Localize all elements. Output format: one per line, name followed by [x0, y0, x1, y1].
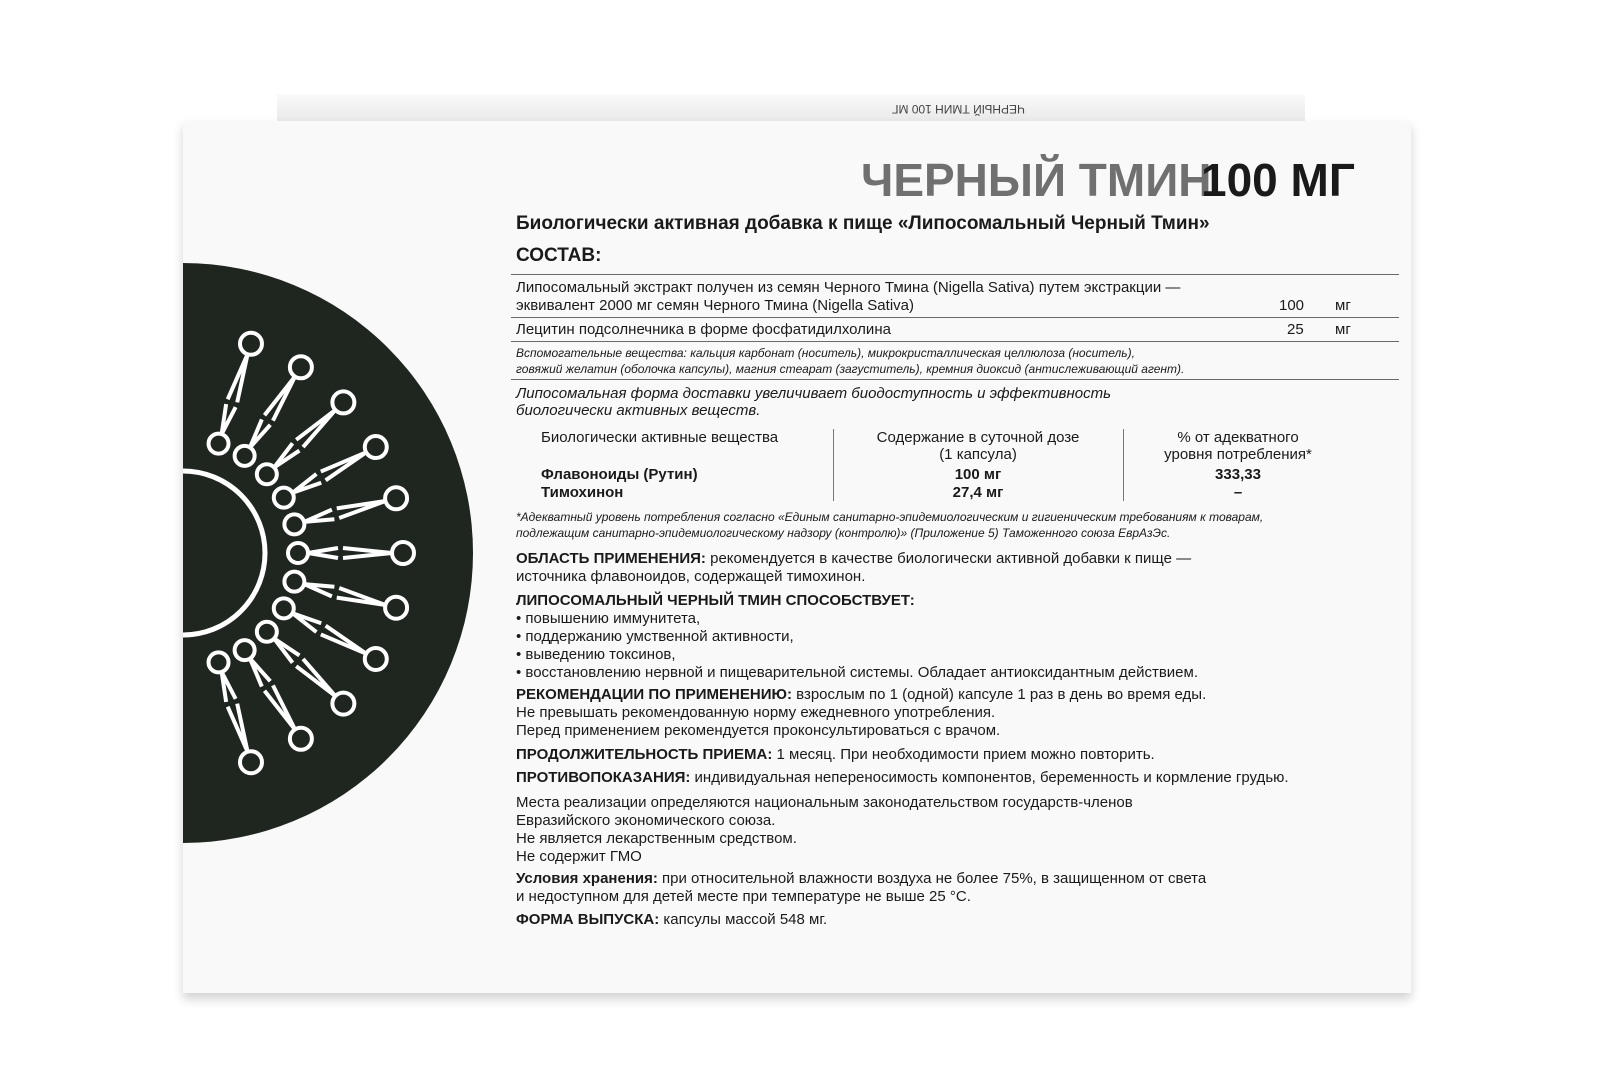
composition-row2-unit: мг: [1335, 321, 1351, 338]
storage-text-l1: при относительной влажности воздуха не более 75%, в защищенном от света: [657, 870, 1207, 887]
table-header-dose-l1: Содержание в суточной дозе: [876, 429, 1080, 446]
benefit-item: • поддержанию умственной активности,: [516, 628, 794, 645]
contraindications-label: ПРОТИВОПОКАЗАНИЯ:: [516, 769, 691, 786]
recommendations-label: РЕКОМЕНДАЦИИ ПО ПРИМЕНЕНИЮ:: [516, 686, 792, 703]
release-form-label: ФОРМА ВЫПУСКА:: [516, 911, 660, 928]
contraindications-section: [516, 769, 1289, 787]
composition-row1-unit: мг: [1335, 297, 1351, 314]
liposomal-note-line1: Липосомальная форма доставки увеличивает биодоступность и эффективность: [516, 385, 1111, 402]
composition-row1-line2: эквивалент 2000 мг семян Черного Тмина (Nigella Sativa): [516, 297, 914, 314]
table-row-dose: 100 мг: [954, 466, 1002, 483]
release-form-text: капсулы массой 548 мг.: [659, 911, 828, 928]
recommendations-text-l1: взрослым по 1 (одной) капсуле 1 раз в день во время еды.: [791, 686, 1207, 703]
benefits-heading: ЛИПОСОМАЛЬНЫЙ ЧЕРНЫЙ ТМИН СПОСОБСТВУЕТ:: [516, 592, 915, 609]
application-label: ОБЛАСТЬ ПРИМЕНЕНИЯ:: [516, 550, 706, 567]
contraindications-text: индивидуальная непереносимость компонентов, беременность и кормление грудью.: [690, 769, 1289, 786]
table-divider: [1123, 429, 1124, 501]
composition-row2: Лецитин подсолнечника в форме фосфатидилхолина: [516, 321, 891, 338]
table-footnote-line2: подлежащим санитарно-эпидемиологическому надзору (контролю)» (Приложение 5) Таможенного союза ЕврАзЭс.: [516, 526, 1171, 540]
recommendations-text-l2: Не превышать рекомендованную норму ежедневного употребления.: [516, 704, 996, 721]
notes-line1: Места реализации определяются национальным законодательством государств-членов: [516, 794, 1133, 811]
duration-label: ПРОДОЛЖИТЕЛЬНОСТЬ ПРИЕМА:: [516, 746, 773, 763]
benefit-item: • восстановлению нервной и пищеварительной системы. Обладает антиоксидантным действием.: [516, 664, 1198, 681]
table-row-name: Тимохинон: [541, 484, 624, 501]
box-top-mirrored-text: ЧЕРНЫЙ ТМИН 100 МГ: [891, 102, 1025, 116]
auxiliary-substances-line2: говяжий желатин (оболочка капсулы), магния стеарат (загуститель), кремния диоксид (антислеживающий агент).: [516, 362, 1185, 376]
table-divider: [833, 429, 834, 501]
composition-row1-line1: Липосомальный экстракт получен из семян Черного Тмина (Nigella Sativa) путем экстракции —: [516, 279, 1181, 296]
benefit-item: • повышению иммунитета,: [516, 610, 701, 627]
table-header-dose-l2: (1 капсула): [939, 446, 1017, 463]
divider: [511, 379, 1399, 380]
table-row-dose: 27,4 мг: [952, 484, 1004, 501]
application-section: [516, 550, 1191, 568]
recommendations-text-l3: Перед применением рекомендуется проконсультироваться с врачом.: [516, 722, 1001, 739]
table-row-percent: 333,33: [1215, 466, 1261, 483]
table-row-name: Флавоноиды (Рутин): [541, 466, 698, 483]
product-title-dose: 100 МГ: [1201, 154, 1355, 206]
table-header-percent-l2: уровня потребления*: [1164, 446, 1312, 463]
duration-section: [516, 746, 1155, 764]
table-header-percent-l1: % от адекватного: [1177, 429, 1299, 446]
liposomal-note-line2: биологически активных веществ.: [516, 402, 761, 419]
product-title-name: ЧЕРНЫЙ ТМИН: [861, 154, 1212, 206]
composition-row1-amount: 100: [1279, 297, 1305, 314]
storage-text-l2: и недоступном для детей месте при температуре не выше 25 °С.: [516, 888, 971, 905]
auxiliary-substances-line1: Вспомогательные вещества: кальция карбонат (носитель), микрокристаллическая целлюлоза (носитель),: [516, 346, 1135, 360]
recommendations-section: [516, 686, 1206, 704]
duration-text: 1 месяц. При необходимости прием можно повторить.: [772, 746, 1155, 763]
application-text-l2: источника флавоноидов, содержащей тимохинон.: [516, 568, 866, 585]
divider: [511, 317, 1399, 318]
liposome-illustration: [183, 263, 473, 843]
table-row-percent: –: [1233, 484, 1243, 501]
divider: [511, 341, 1399, 342]
composition-row2-amount: 25: [1287, 321, 1304, 338]
storage-label: Условия хранения:: [516, 870, 658, 887]
notes-line4: Не содержит ГМО: [516, 848, 642, 865]
release-form-section: [516, 911, 827, 929]
application-text-l1: рекомендуется в качестве биологически активной добавки к пище —: [705, 550, 1192, 567]
notes-line3: Не является лекарственным средством.: [516, 830, 797, 847]
table-footnote-line1: *Адекватный уровень потребления согласно «Единым санитарно-эпидемиологическим и гигиеническим требованиям к товарам,: [516, 510, 1264, 524]
composition-heading: СОСТАВ:: [516, 245, 602, 266]
package-back-panel: [183, 121, 1411, 993]
divider: [511, 274, 1399, 275]
storage-section: [516, 870, 1206, 888]
table-header-substances: Биологически активные вещества: [541, 429, 779, 446]
notes-line2: Евразийского экономического союза.: [516, 812, 776, 829]
product-subtitle: Биологически активная добавка к пище «Липосомальный Черный Тмин»: [516, 213, 1210, 234]
benefit-item: • выведению токсинов,: [516, 646, 676, 663]
